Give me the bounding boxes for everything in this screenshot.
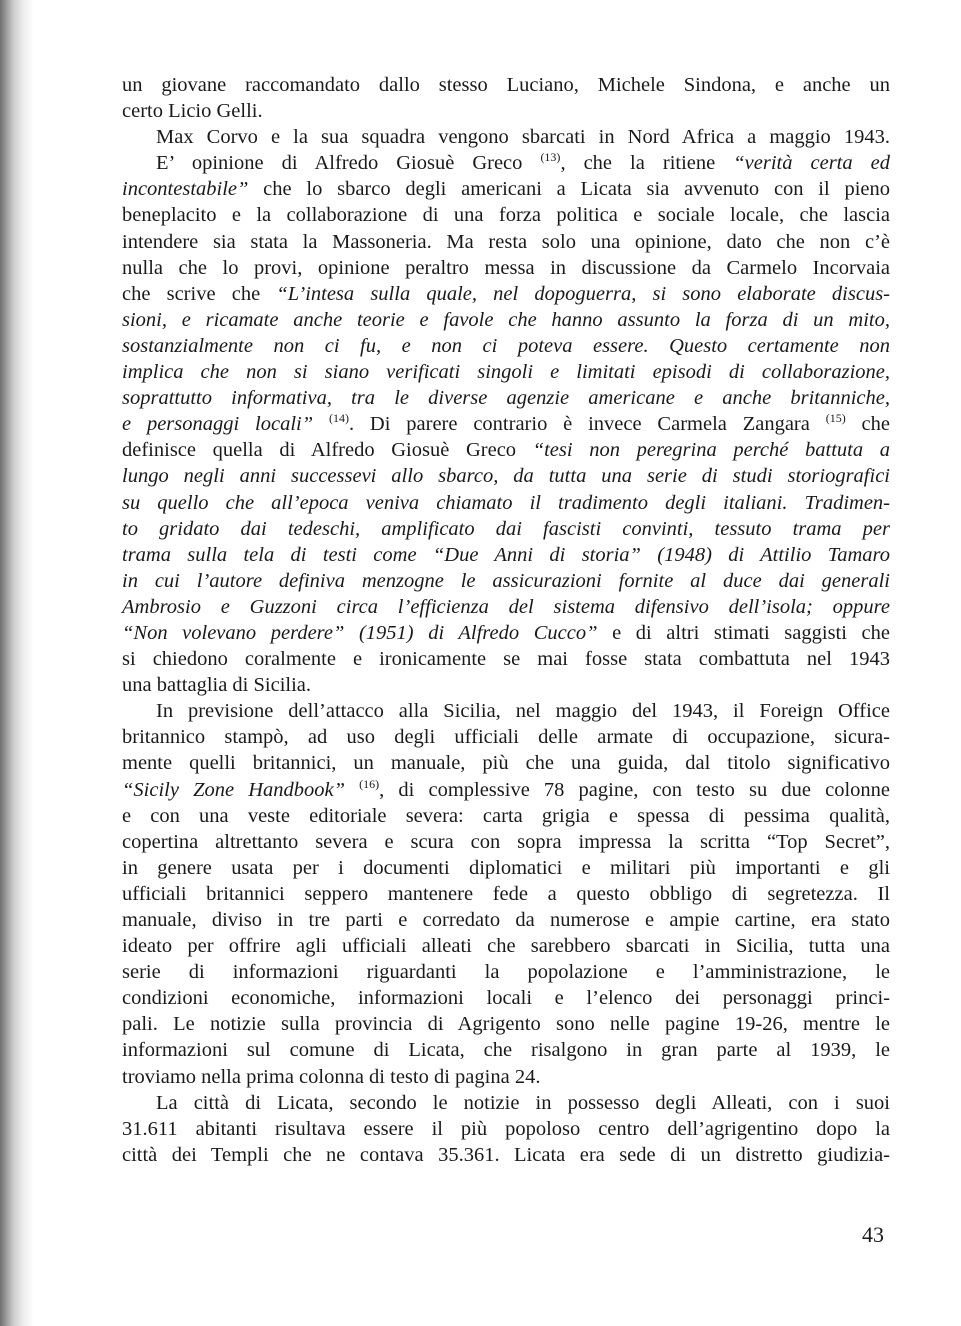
footnote-marker: (15) <box>825 411 846 426</box>
text-segment: Max Corvo e la sua squadra vengono sbarcati in Nord Africa a maggio 1943. <box>156 126 890 149</box>
text-segment: un giovane raccomandato dallo stesso Luciano, Michele Sindona, e anche un <box>122 74 890 96</box>
text-line <box>122 985 890 1011</box>
text-line <box>122 333 890 359</box>
text-segment: condizioni economiche, informazioni locali e l’elenco dei personaggi princi- <box>122 987 890 1010</box>
italic-quote-text: e personaggi locali” <box>122 413 314 436</box>
text-segment: , di complessive 78 pagine, con testo su due colonne <box>379 778 891 801</box>
text-line <box>122 229 890 255</box>
italic-quote-text: lungo negli anni successevi allo sbarco, da tutta una serie di studi storiografici <box>122 465 890 488</box>
text-line <box>122 803 890 829</box>
text-segment: che lo sbarco degli americani a Licata sia avvenuto con il pieno <box>248 178 890 201</box>
italic-quote-text: “tesi non peregrina perché battuta a <box>532 439 890 462</box>
text-line <box>122 698 890 724</box>
italic-quote-text: “Sicily Zone Handbook” <box>122 778 345 801</box>
footnote-marker: (13) <box>540 150 561 165</box>
text-segment: certo Licio Gelli. <box>122 100 263 123</box>
text-line <box>122 620 890 646</box>
text-line <box>122 150 890 176</box>
text-line <box>122 255 890 281</box>
text-line <box>122 385 890 411</box>
text-segment: , che la ritiene <box>560 152 734 175</box>
text-line <box>122 202 890 228</box>
page-body-text <box>122 72 890 1168</box>
italic-quote-text: su quello che all’epoca veniva chiamato il tradimento degli italiani. Tradimen- <box>122 491 890 514</box>
text-segment: serie di informazioni riguardanti la popolazione e l’amministrazione, le <box>122 961 890 984</box>
text-line <box>122 307 890 333</box>
text-segment: mente quelli britannici, un manuale, più che una guida, dal titolo significativo <box>122 752 890 775</box>
text-segment: informazioni sul comune di Licata, che risalgono in gran parte al 1939, le <box>122 1039 890 1062</box>
text-segment: pali. Le notizie sulla provincia di Agrigento sono nelle pagine 19-26, mentre le <box>122 1013 890 1036</box>
text-line <box>122 777 890 803</box>
text-line <box>122 1090 890 1116</box>
text-line <box>122 646 890 672</box>
text-segment: che <box>845 413 890 436</box>
text-segment: e con una veste editoriale severa: carta grigia e spessa di pessima qualità, <box>122 804 890 827</box>
text-segment: ufficiali britannici seppero mantenere fede a questo obbligo di segretezza. Il <box>122 882 890 905</box>
text-line <box>122 959 890 985</box>
book-binding-shadow <box>0 0 34 1326</box>
text-line <box>122 829 890 855</box>
text-segment: intendere sia stata la Massoneria. Ma resta solo una opinione, dato che non c’è <box>122 230 890 253</box>
text-segment: . Di parere contrario è invece Carmela Zangara <box>348 413 826 436</box>
text-segment: manuale, diviso in tre parti e corredato da numerose e ampie cartine, era stato <box>122 909 890 931</box>
text-line <box>122 542 890 568</box>
text-segment: beneplacito e la collaborazione di una forza politica e sociale locale, che lascia <box>122 204 890 227</box>
footnote-marker: (16) <box>359 776 380 791</box>
text-segment: e di altri stimati saggisti che <box>597 621 890 644</box>
text-line <box>122 881 890 907</box>
italic-quote-text: incontestabile” <box>122 178 249 201</box>
text-segment: si chiedono coralmente e ironicamente se mai fosse stata combattuta nel 1943 <box>122 648 890 671</box>
italic-quote-text: sostanzialmente non ci fu, e non ci poteva essere. Questo certamente non <box>122 334 890 357</box>
text-line <box>122 411 890 437</box>
italic-quote-text: to gridato dai tedeschi, amplificato dai fascisti convinti, tessuto trama per <box>122 517 890 540</box>
text-line <box>122 672 890 698</box>
text-line <box>122 98 890 124</box>
text-line <box>122 855 890 881</box>
italic-quote-text: Ambrosio e Guzzoni circa l’efficienza del sistema difensivo dell’isola; oppure <box>122 595 890 618</box>
italic-quote-text: trama sulla tela di testi come “Due Anni di storia” (1948) di Attilio Tamaro <box>122 543 890 566</box>
text-line <box>122 281 890 307</box>
text-line <box>122 1011 890 1037</box>
text-segment: città dei Templi che ne contava 35.361. Licata era sede di un distretto giudizia- <box>122 1143 890 1166</box>
text-line <box>122 463 890 489</box>
italic-quote-text: sioni, e ricamate anche teorie e favole che hanno assunto la forza di un mito, <box>122 308 890 331</box>
text-segment: nulla che lo provi, opinione peraltro messa in discussione da Carmelo Incorvaia <box>122 256 890 279</box>
text-line <box>122 1064 890 1090</box>
italic-quote-text: “L’intesa sulla quale, nel dopoguerra, si sono elaborate discus- <box>276 282 890 305</box>
text-segment: troviamo nella prima colonna di testo di pagina 24. <box>122 1065 541 1088</box>
italic-quote-text: implica che non si siano verificati singoli e limitati episodi di collaborazione, <box>122 361 890 384</box>
text-line <box>122 72 890 98</box>
text-line <box>122 750 890 776</box>
text-line <box>122 1037 890 1063</box>
text-segment <box>345 779 359 801</box>
italic-quote-text: “Non volevano perdere” (1951) di Alfredo Cucco” <box>122 621 598 644</box>
text-segment: in genere usata per i documenti diplomatici e militari più importanti e gli <box>122 856 890 879</box>
text-segment: E’ opinione di Alfredo Giosuè Greco <box>156 152 541 175</box>
text-line <box>122 933 890 959</box>
italic-quote-text: in cui l’autore definiva menzogne le assicurazioni fornite al duce dai generali <box>122 569 890 592</box>
text-segment: La città di Licata, secondo le notizie in possesso degli Alleati, con i suoi <box>156 1091 890 1114</box>
text-line <box>122 490 890 516</box>
italic-quote-text: “verità certa ed <box>733 152 890 175</box>
text-segment: In previsione dell’attacco alla Sicilia, nel maggio del 1943, il Foreign Office <box>156 700 890 723</box>
italic-quote-text: soprattutto informativa, tra le diverse agenzie americane e anche britanniche, <box>122 387 890 410</box>
text-segment: 31.611 abitanti risultava essere il più popoloso centro dell’agrigentino dopo la <box>122 1117 890 1140</box>
text-segment: ideato per offrire agli ufficiali alleati che sarebbero sbarcati in Sicilia, tutta una <box>122 935 890 958</box>
text-line <box>122 437 890 463</box>
text-line <box>122 907 890 933</box>
text-line <box>122 1142 890 1168</box>
text-segment: britannico stampò, ad uso degli ufficiali delle armate di occupazione, sicura- <box>122 726 890 749</box>
text-line <box>122 724 890 750</box>
text-line <box>122 124 890 150</box>
page-number: 43 <box>862 1222 884 1247</box>
text-line <box>122 568 890 594</box>
text-line <box>122 359 890 385</box>
text-segment <box>313 413 329 435</box>
text-line <box>122 594 890 620</box>
footnote-marker: (14) <box>328 411 349 426</box>
text-segment: definisce quella di Alfredo Giosuè Greco <box>122 439 533 462</box>
text-line <box>122 516 890 542</box>
text-segment: copertina altrettanto severa e scura con sopra impressa la scritta “Top Secret”, <box>122 830 890 853</box>
text-segment: una battaglia di Sicilia. <box>122 674 312 697</box>
text-segment: che scrive che <box>122 282 277 305</box>
text-line <box>122 176 890 202</box>
text-line <box>122 1116 890 1142</box>
